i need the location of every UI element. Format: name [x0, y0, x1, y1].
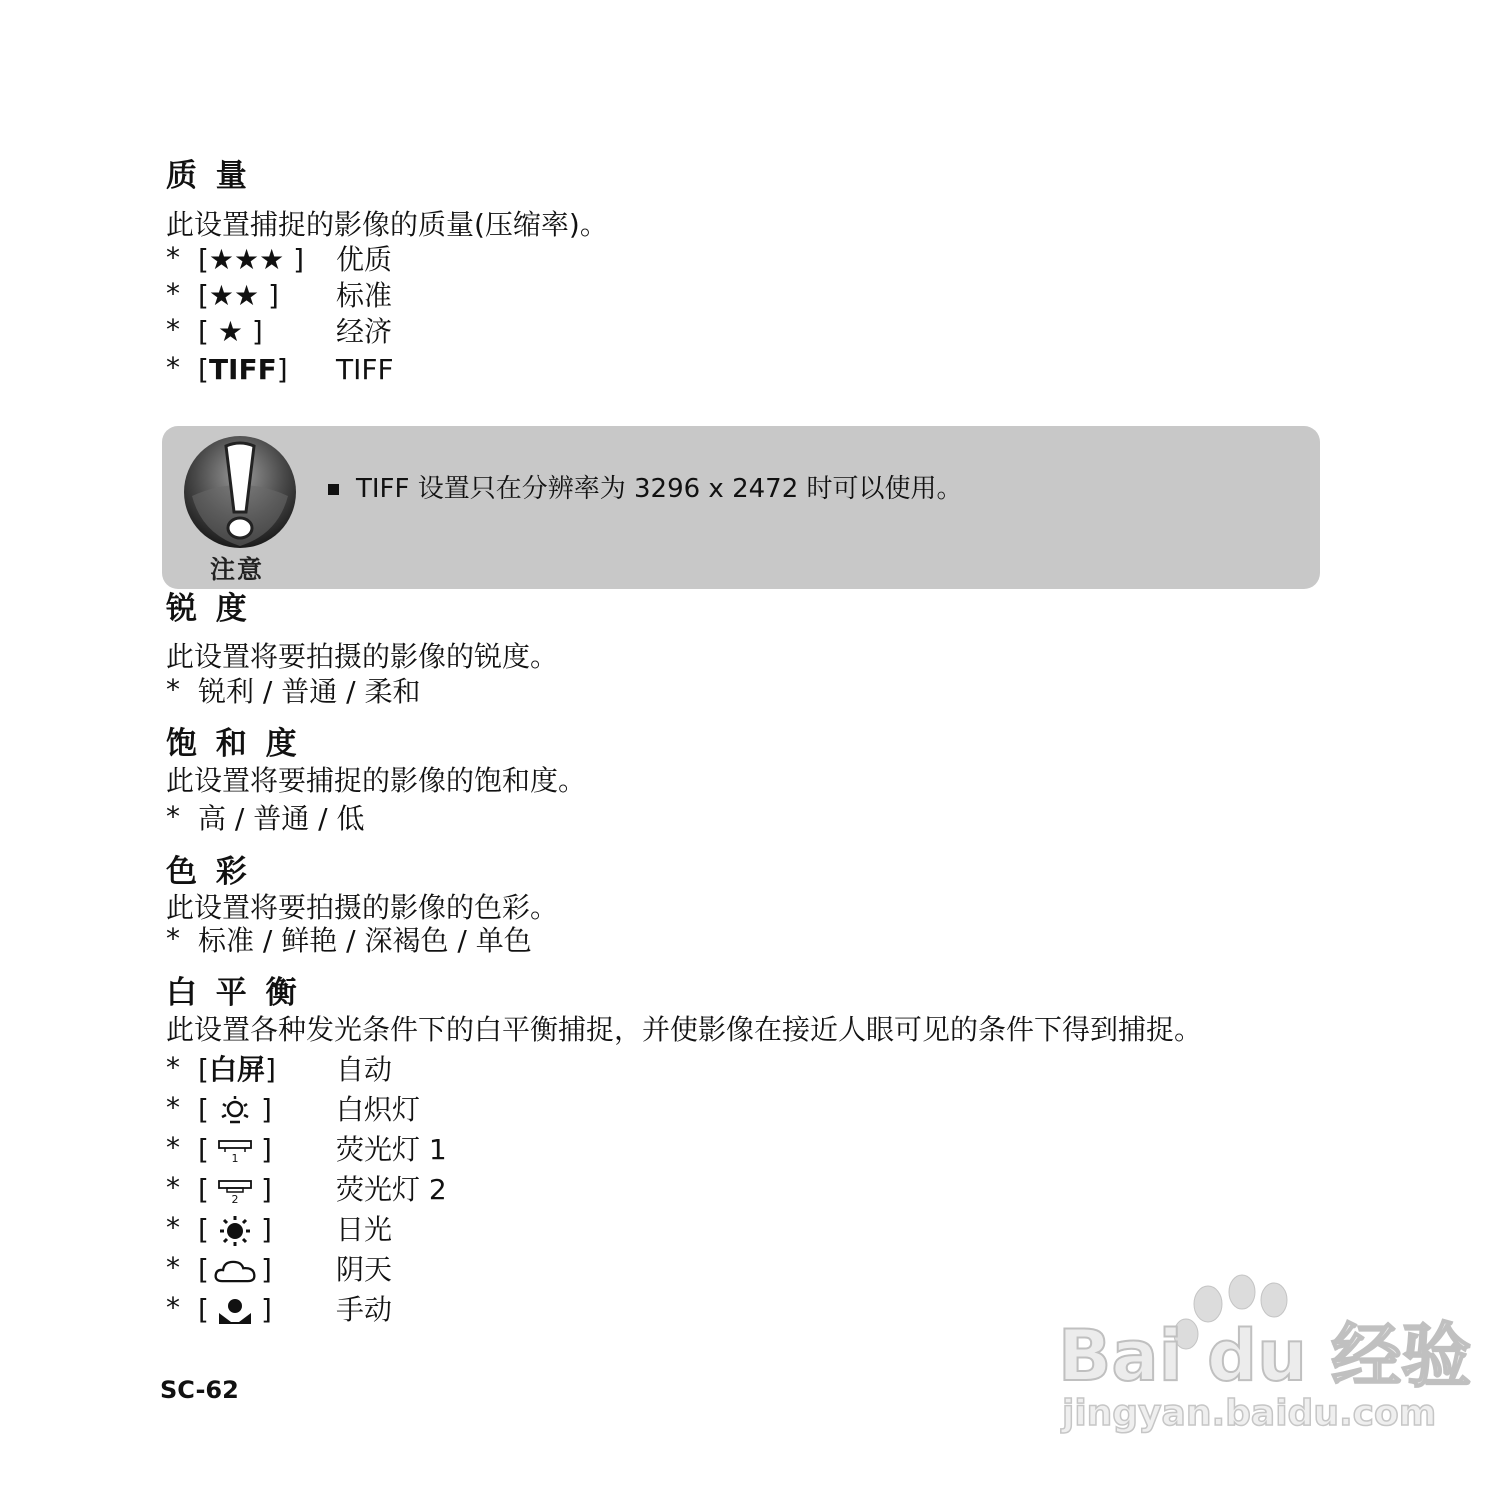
bracket-close: ]	[260, 1173, 272, 1206]
wb-label: 阴天	[336, 1253, 393, 1286]
bracket-open: [	[198, 1093, 209, 1126]
quality-label: 标准	[336, 279, 393, 312]
quality-code: [★★ ]	[198, 279, 279, 312]
bracket-open: [	[198, 353, 209, 386]
saturation-heading: 饱 和 度	[166, 726, 301, 762]
quality-heading: 质 量	[166, 158, 251, 194]
color-options: 标准 / 鲜艳 / 深褐色 / 单色	[198, 924, 532, 957]
bracket-close: ]	[276, 353, 288, 386]
bullet-asterisk: *	[166, 1091, 180, 1124]
quality-label: 优质	[336, 243, 393, 276]
bullet-asterisk: *	[166, 1291, 180, 1324]
sharpness-description: 此设置将要拍摄的影像的锐度。	[166, 640, 559, 673]
wb-code	[198, 1132, 272, 1168]
auto-wb-code: 白屏	[208, 1053, 265, 1086]
bracket-open: [	[198, 1253, 209, 1286]
bullet-asterisk: *	[166, 922, 180, 955]
wb-label: 自动	[336, 1053, 393, 1086]
sharpness-heading: 锐 度	[166, 591, 251, 627]
fluorescent-2-icon	[213, 1175, 257, 1207]
bullet-asterisk: *	[166, 673, 180, 706]
fluorescent-1-number: 1	[231, 1152, 239, 1165]
wb-label: 日光	[336, 1213, 393, 1246]
wb-code	[198, 1292, 272, 1328]
bullet-asterisk: *	[166, 351, 180, 384]
bracket-close: ]	[260, 1213, 272, 1246]
bullet-asterisk: *	[166, 1211, 180, 1244]
bullet-asterisk: *	[166, 800, 180, 833]
bullet-asterisk: *	[166, 1251, 180, 1284]
fluorescent-2-number: 2	[231, 1193, 239, 1206]
bullet-asterisk: *	[166, 277, 180, 310]
quality-code	[198, 352, 288, 388]
saturation-description: 此设置将要捕捉的影像的饱和度。	[166, 764, 587, 797]
wb-label: 手动	[336, 1293, 393, 1326]
wb-label: 荧光灯 2	[336, 1173, 447, 1206]
bullet-asterisk: *	[166, 1051, 180, 1084]
quality-description: 此设置捕捉的影像的质量(压缩率)。	[166, 208, 608, 241]
sharpness-options: 锐利 / 普通 / 柔和	[198, 675, 421, 708]
wb-code	[198, 1212, 272, 1248]
daylight-icon	[213, 1215, 257, 1247]
square-bullet-icon	[328, 484, 339, 495]
note-text: TIFF 设置只在分辨率为 3296 x 2472 时可以使用。	[356, 474, 963, 504]
bracket-close: ]	[260, 1133, 272, 1166]
note-label: 注意	[210, 555, 265, 584]
bullet-asterisk: *	[166, 1171, 180, 1204]
bracket-open: [	[198, 1213, 209, 1246]
bracket-close: ]	[260, 1093, 272, 1126]
quality-label: 经济	[336, 315, 393, 348]
bullet-asterisk: *	[166, 313, 180, 346]
quality-label: TIFF	[336, 353, 394, 386]
note-box	[162, 426, 1320, 589]
quality-code: [★★★ ]	[198, 243, 305, 276]
tiff-code: TIFF	[208, 353, 277, 386]
color-heading: 色 彩	[166, 854, 251, 890]
page-number: SC-62	[160, 1376, 239, 1404]
bracket-open: [	[198, 1053, 209, 1086]
wb-code	[198, 1092, 272, 1128]
bracket-close: ]	[260, 1253, 272, 1286]
wb-label: 荧光灯 1	[336, 1133, 447, 1166]
watermark-url: jingyan.baidu.com	[1062, 1393, 1437, 1434]
bracket-close: ]	[264, 1053, 276, 1086]
bracket-open: [	[198, 1133, 209, 1166]
wb-code	[198, 1052, 276, 1088]
baidu-watermark-logo	[1058, 1270, 1472, 1440]
cloudy-icon	[213, 1255, 257, 1287]
bracket-open: [	[198, 1293, 209, 1326]
warning-exclamation-icon	[182, 434, 298, 550]
bracket-open: [	[198, 1173, 209, 1206]
quality-code: [ ★ ]	[198, 315, 263, 348]
bullet-asterisk: *	[166, 241, 180, 274]
color-description: 此设置将要拍摄的影像的色彩。	[166, 891, 559, 924]
bracket-close: ]	[260, 1293, 272, 1326]
wb-code	[198, 1252, 272, 1288]
wb-code	[198, 1172, 272, 1208]
saturation-options: 高 / 普通 / 低	[198, 802, 365, 835]
incandescent-icon	[213, 1095, 257, 1127]
wb-label: 白炽灯	[336, 1093, 421, 1126]
manual-icon	[213, 1295, 257, 1327]
watermark-brand: Bai du 经验	[1058, 1315, 1472, 1397]
white-balance-heading: 白 平 衡	[166, 975, 301, 1011]
white-balance-description: 此设置各种发光条件下的白平衡捕捉，并使影像在接近人眼可见的条件下得到捕捉。	[166, 1013, 1203, 1046]
bullet-asterisk: *	[166, 1131, 180, 1164]
fluorescent-1-icon	[213, 1135, 257, 1167]
